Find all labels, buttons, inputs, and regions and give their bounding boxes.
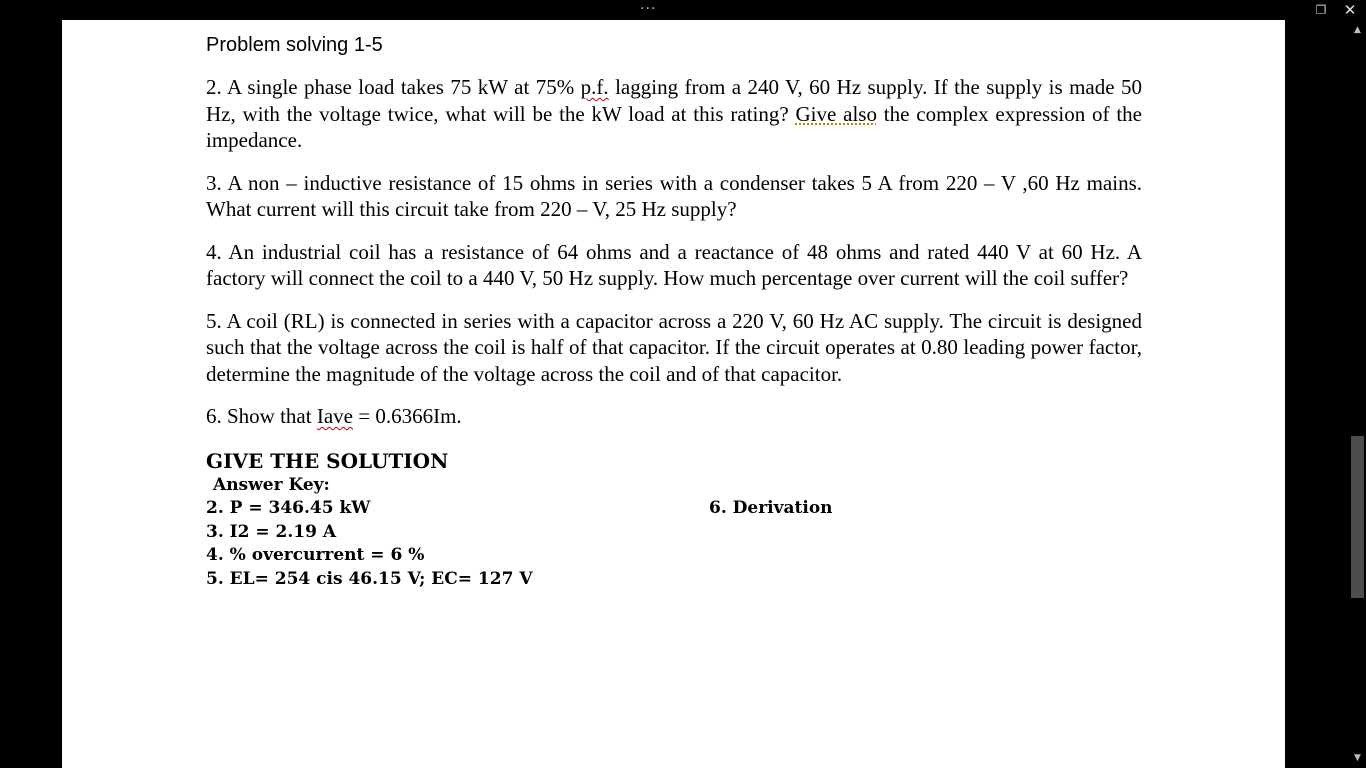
- vertical-scrollbar[interactable]: [1349, 20, 1366, 768]
- problem-2-text-b: lagging from a 240 V, 60 Hz supply. If the supply is made 50 Hz, with the voltage twice, what will be the kW load at this rating?: [206, 75, 1142, 126]
- problem-6-text-a: 6. Show that: [206, 404, 317, 428]
- close-icon[interactable]: ✕: [1343, 1, 1357, 19]
- answer-item-6: 6. Derivation: [709, 498, 833, 518]
- problem-5: 5. A coil (RL) is connected in series with a capacitor across a 220 V, 60 Hz AC supply. The circuit is designed such that the voltage across the coil is half of that capacitor. If the circuit operates at 0.80 leading power factor, determine the magnitude of the voltage across the coil and of that capacitor.: [206, 308, 1142, 386]
- answer-item: 4. % overcurrent = 6 %: [206, 545, 425, 565]
- spelling-marked-text: Iave: [316, 404, 353, 428]
- page-title: Problem solving 1-5: [206, 34, 383, 56]
- problem-4: 4. An industrial coil has a resistance of 64 ohms and a reactance of 48 ohms and rated 440 V at 60 Hz. A factory will connect the coil to a 440 V, 50 Hz supply. How much percentage over current will the coil suffer?: [206, 239, 1142, 290]
- problem-2-text-a: 2. A single phase load takes 75 kW at 75%: [206, 75, 581, 99]
- problem-6: [206, 403, 1142, 430]
- solution-title: GIVE THE SOLUTION: [206, 448, 449, 473]
- grammar-marked-text: Give also: [795, 101, 877, 126]
- viewer-title-bar: [0, 0, 1366, 20]
- scroll-up-icon[interactable]: ▲: [1354, 25, 1361, 35]
- answer-item: 2. P = 346.45 kW: [206, 498, 371, 518]
- answer-key: [206, 474, 1142, 592]
- document-content: [206, 20, 1142, 591]
- more-options-icon[interactable]: ···: [640, 1, 657, 17]
- restore-window-icon[interactable]: ❐: [1315, 3, 1327, 17]
- problem-6-text-b: = 0.6366Im.: [352, 404, 462, 428]
- scroll-down-icon[interactable]: ▼: [1354, 753, 1361, 763]
- problem-2: [206, 74, 1142, 154]
- answer-item: 3. I2 = 2.19 A: [206, 521, 337, 542]
- answer-item: 5. EL= 254 cis 46.15 V; EC= 127 V: [206, 568, 533, 589]
- problem-3: 3. A non – inductive resistance of 15 ohms in series with a condenser takes 5 A from 220 – V ,60 Hz mains. What current will this circuit take from 220 – V, 25 Hz supply?: [206, 170, 1142, 221]
- answer-key-label: Answer Key:: [213, 474, 330, 495]
- scrollbar-thumb[interactable]: [1351, 436, 1364, 598]
- problem-2-text-c: the complex expression of the impedance.: [206, 101, 1142, 152]
- spelling-marked-text: p.f.: [580, 75, 609, 99]
- document-page: [62, 20, 1285, 768]
